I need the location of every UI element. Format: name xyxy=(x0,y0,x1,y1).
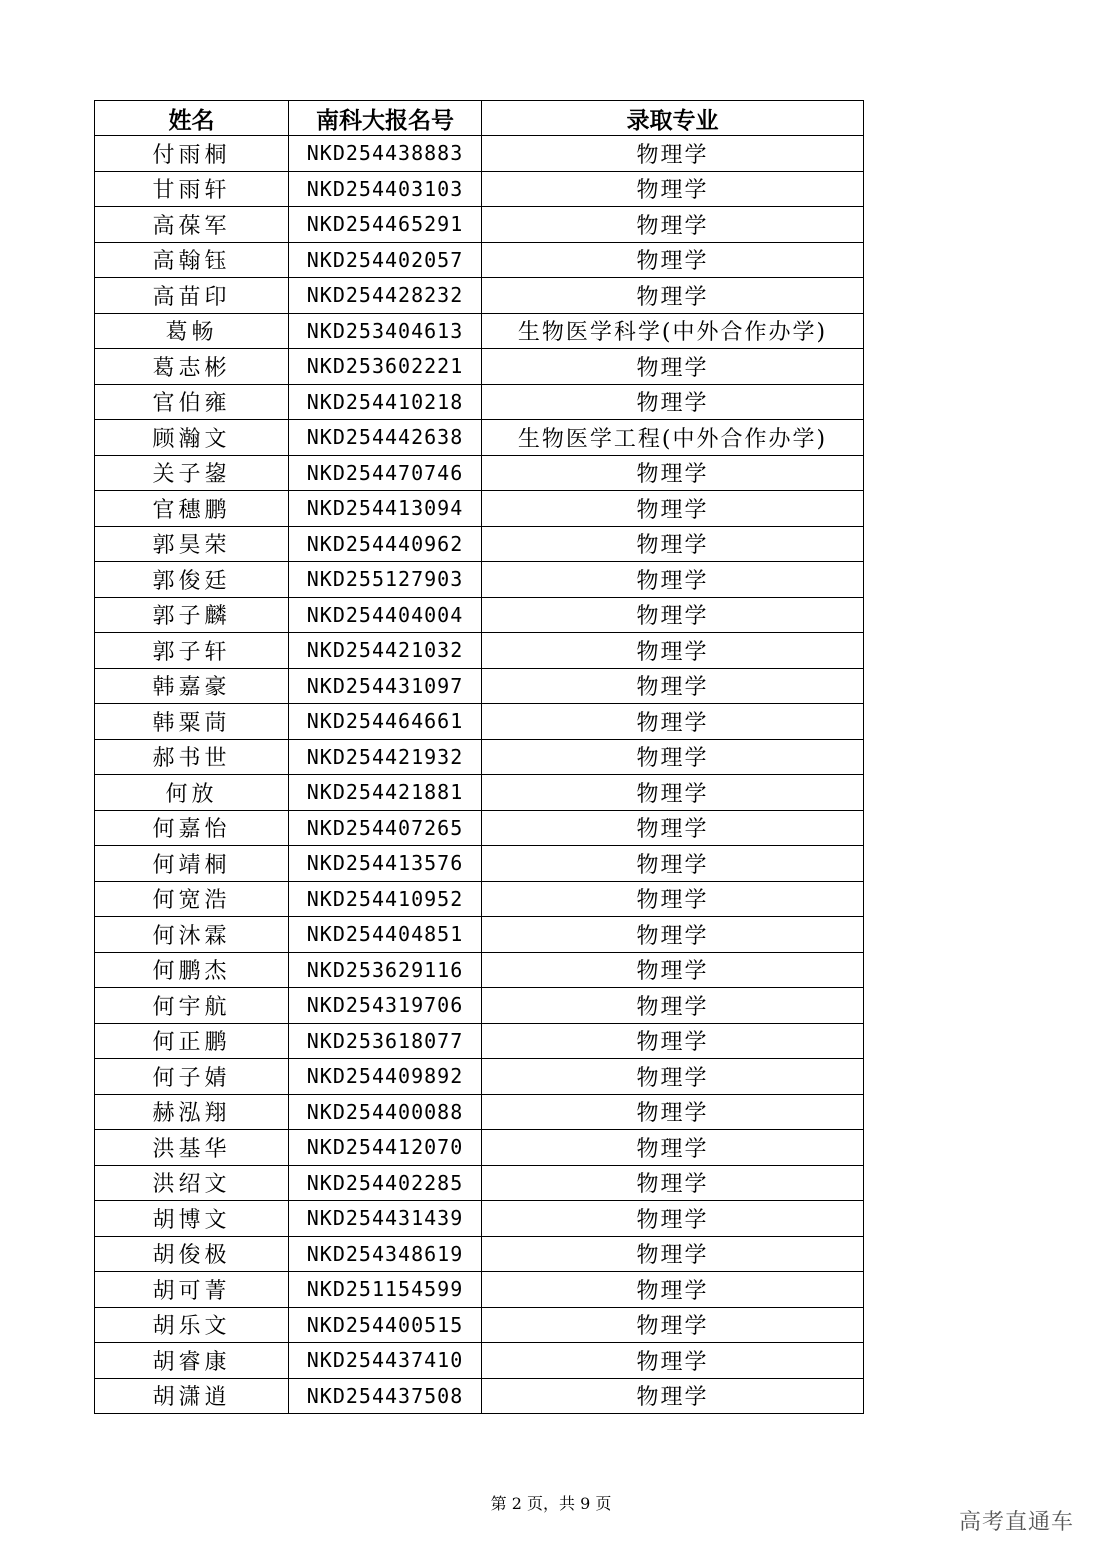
cell-name: 葛志彬 xyxy=(95,349,289,385)
cell-admitted-major: 物理学 xyxy=(482,455,864,491)
table-row xyxy=(95,242,864,278)
cell-admitted-major: 物理学 xyxy=(482,384,864,420)
cell-name: 葛畅 xyxy=(95,313,289,349)
table-row xyxy=(95,1165,864,1201)
table-row xyxy=(95,597,864,633)
table-row xyxy=(95,1378,864,1414)
cell-registration-number: NKD255127903 xyxy=(289,562,482,598)
table-row xyxy=(95,1236,864,1272)
cell-name: 胡博文 xyxy=(95,1201,289,1237)
table-row xyxy=(95,952,864,988)
cell-registration-number: NKD254319706 xyxy=(289,988,482,1024)
cell-name: 何鹏杰 xyxy=(95,952,289,988)
cell-name: 何正鹏 xyxy=(95,1023,289,1059)
cell-registration-number: NKD254403103 xyxy=(289,171,482,207)
table-row xyxy=(95,1272,864,1308)
cell-registration-number: NKD253404613 xyxy=(289,313,482,349)
cell-name: 胡睿康 xyxy=(95,1343,289,1379)
cell-registration-number: NKD254400088 xyxy=(289,1094,482,1130)
header-registration-number: 南科大报名号 xyxy=(289,101,482,136)
cell-name: 付雨桐 xyxy=(95,136,289,172)
table-row xyxy=(95,917,864,953)
cell-admitted-major: 物理学 xyxy=(482,704,864,740)
cell-registration-number: NKD254409892 xyxy=(289,1059,482,1095)
cell-name: 郝书世 xyxy=(95,739,289,775)
cell-registration-number: NKD254438883 xyxy=(289,136,482,172)
cell-admitted-major: 物理学 xyxy=(482,1236,864,1272)
table-row xyxy=(95,1343,864,1379)
table-row xyxy=(95,846,864,882)
cell-admitted-major: 物理学 xyxy=(482,171,864,207)
cell-name: 洪基华 xyxy=(95,1130,289,1166)
cell-registration-number: NKD254407265 xyxy=(289,810,482,846)
cell-admitted-major: 物理学 xyxy=(482,1272,864,1308)
cell-admitted-major: 物理学 xyxy=(482,278,864,314)
cell-admitted-major: 物理学 xyxy=(482,846,864,882)
cell-registration-number: NKD254437508 xyxy=(289,1378,482,1414)
cell-admitted-major: 物理学 xyxy=(482,1378,864,1414)
table-row xyxy=(95,1201,864,1237)
cell-registration-number: NKD254348619 xyxy=(289,1236,482,1272)
cell-name: 高葆军 xyxy=(95,207,289,243)
table-row xyxy=(95,349,864,385)
cell-admitted-major: 物理学 xyxy=(482,1201,864,1237)
cell-admitted-major: 物理学 xyxy=(482,136,864,172)
cell-name: 郭子轩 xyxy=(95,633,289,669)
cell-name: 甘雨轩 xyxy=(95,171,289,207)
table-row xyxy=(95,810,864,846)
cell-admitted-major: 物理学 xyxy=(482,775,864,811)
cell-admitted-major: 物理学 xyxy=(482,1165,864,1201)
cell-name: 赫泓翔 xyxy=(95,1094,289,1130)
cell-registration-number: NKD254412070 xyxy=(289,1130,482,1166)
cell-name: 胡乐文 xyxy=(95,1307,289,1343)
cell-admitted-major: 物理学 xyxy=(482,952,864,988)
cell-admitted-major: 物理学 xyxy=(482,562,864,598)
header-admitted-major: 录取专业 xyxy=(482,101,864,136)
table-row xyxy=(95,136,864,172)
table-row xyxy=(95,384,864,420)
cell-registration-number: NKD254431439 xyxy=(289,1201,482,1237)
cell-registration-number: NKD253629116 xyxy=(289,952,482,988)
table-row xyxy=(95,775,864,811)
table-row xyxy=(95,633,864,669)
table-row xyxy=(95,491,864,527)
table-row xyxy=(95,313,864,349)
cell-registration-number: NKD254402285 xyxy=(289,1165,482,1201)
cell-registration-number: NKD254404004 xyxy=(289,597,482,633)
cell-registration-number: NKD254404851 xyxy=(289,917,482,953)
cell-registration-number: NKD254440962 xyxy=(289,526,482,562)
cell-registration-number: NKD253602221 xyxy=(289,349,482,385)
cell-admitted-major: 物理学 xyxy=(482,917,864,953)
cell-name: 顾瀚文 xyxy=(95,420,289,456)
cell-admitted-major: 物理学 xyxy=(482,1130,864,1166)
table-row xyxy=(95,1023,864,1059)
cell-admitted-major: 物理学 xyxy=(482,1059,864,1095)
cell-registration-number: NKD254442638 xyxy=(289,420,482,456)
cell-registration-number: NKD254410952 xyxy=(289,881,482,917)
cell-registration-number: NKD254410218 xyxy=(289,384,482,420)
cell-registration-number: NKD254402057 xyxy=(289,242,482,278)
cell-registration-number: NKD254400515 xyxy=(289,1307,482,1343)
table-row xyxy=(95,171,864,207)
cell-admitted-major: 物理学 xyxy=(482,207,864,243)
cell-admitted-major: 物理学 xyxy=(482,1094,864,1130)
cell-admitted-major: 物理学 xyxy=(482,668,864,704)
cell-admitted-major: 物理学 xyxy=(482,633,864,669)
cell-admitted-major: 生物医学工程(中外合作办学) xyxy=(482,420,864,456)
cell-name: 韩嘉豪 xyxy=(95,668,289,704)
cell-name: 何子婧 xyxy=(95,1059,289,1095)
watermark-logo-text: 高考直通车 xyxy=(958,1510,1074,1535)
cell-registration-number: NKD254421881 xyxy=(289,775,482,811)
cell-name: 郭俊廷 xyxy=(95,562,289,598)
table-row xyxy=(95,881,864,917)
cell-admitted-major: 物理学 xyxy=(482,1307,864,1343)
cell-registration-number: NKD254464661 xyxy=(289,704,482,740)
cell-admitted-major: 物理学 xyxy=(482,881,864,917)
cell-registration-number: NKD254470746 xyxy=(289,455,482,491)
cell-registration-number: NKD251154599 xyxy=(289,1272,482,1308)
table-row xyxy=(95,668,864,704)
cell-admitted-major: 生物医学科学(中外合作办学) xyxy=(482,313,864,349)
table-row xyxy=(95,988,864,1024)
cell-name: 关子鋆 xyxy=(95,455,289,491)
cell-admitted-major: 物理学 xyxy=(482,810,864,846)
cell-admitted-major: 物理学 xyxy=(482,242,864,278)
cell-name: 胡潇逍 xyxy=(95,1378,289,1414)
cell-name: 胡可菁 xyxy=(95,1272,289,1308)
cell-name: 官伯雍 xyxy=(95,384,289,420)
cell-registration-number: NKD254428232 xyxy=(289,278,482,314)
cell-name: 何沐霖 xyxy=(95,917,289,953)
cell-registration-number: NKD254413576 xyxy=(289,846,482,882)
cell-name: 高苗印 xyxy=(95,278,289,314)
table-row xyxy=(95,420,864,456)
table-header-row xyxy=(95,101,864,136)
cell-admitted-major: 物理学 xyxy=(482,1023,864,1059)
page-number: 第 2 页，共 9 页 xyxy=(490,1494,612,1513)
table-row xyxy=(95,526,864,562)
cell-name: 洪绍文 xyxy=(95,1165,289,1201)
cell-admitted-major: 物理学 xyxy=(482,739,864,775)
table-row xyxy=(95,562,864,598)
table-row xyxy=(95,1130,864,1166)
cell-admitted-major: 物理学 xyxy=(482,491,864,527)
cell-name: 何靖桐 xyxy=(95,846,289,882)
cell-name: 郭昊荣 xyxy=(95,526,289,562)
table-row xyxy=(95,278,864,314)
table-row xyxy=(95,739,864,775)
cell-registration-number: NKD254421032 xyxy=(289,633,482,669)
cell-name: 何放 xyxy=(95,775,289,811)
cell-name: 郭子麟 xyxy=(95,597,289,633)
table-row xyxy=(95,1307,864,1343)
cell-admitted-major: 物理学 xyxy=(482,988,864,1024)
cell-registration-number: NKD254437410 xyxy=(289,1343,482,1379)
cell-name: 何嘉怡 xyxy=(95,810,289,846)
table-row xyxy=(95,1094,864,1130)
cell-name: 何宇航 xyxy=(95,988,289,1024)
admission-table xyxy=(94,100,864,1414)
cell-name: 韩粟茼 xyxy=(95,704,289,740)
cell-registration-number: NKD253618077 xyxy=(289,1023,482,1059)
cell-admitted-major: 物理学 xyxy=(482,526,864,562)
cell-admitted-major: 物理学 xyxy=(482,1343,864,1379)
table-row xyxy=(95,704,864,740)
cell-name: 高翰钰 xyxy=(95,242,289,278)
cell-name: 何宽浩 xyxy=(95,881,289,917)
cell-admitted-major: 物理学 xyxy=(482,597,864,633)
cell-registration-number: NKD254413094 xyxy=(289,491,482,527)
header-name: 姓名 xyxy=(95,101,289,136)
table-row xyxy=(95,455,864,491)
cell-name: 官穗鹏 xyxy=(95,491,289,527)
cell-registration-number: NKD254421932 xyxy=(289,739,482,775)
cell-registration-number: NKD254431097 xyxy=(289,668,482,704)
table-row xyxy=(95,1059,864,1095)
cell-admitted-major: 物理学 xyxy=(482,349,864,385)
table-body xyxy=(95,136,864,1414)
cell-name: 胡俊极 xyxy=(95,1236,289,1272)
cell-registration-number: NKD254465291 xyxy=(289,207,482,243)
table-row xyxy=(95,207,864,243)
